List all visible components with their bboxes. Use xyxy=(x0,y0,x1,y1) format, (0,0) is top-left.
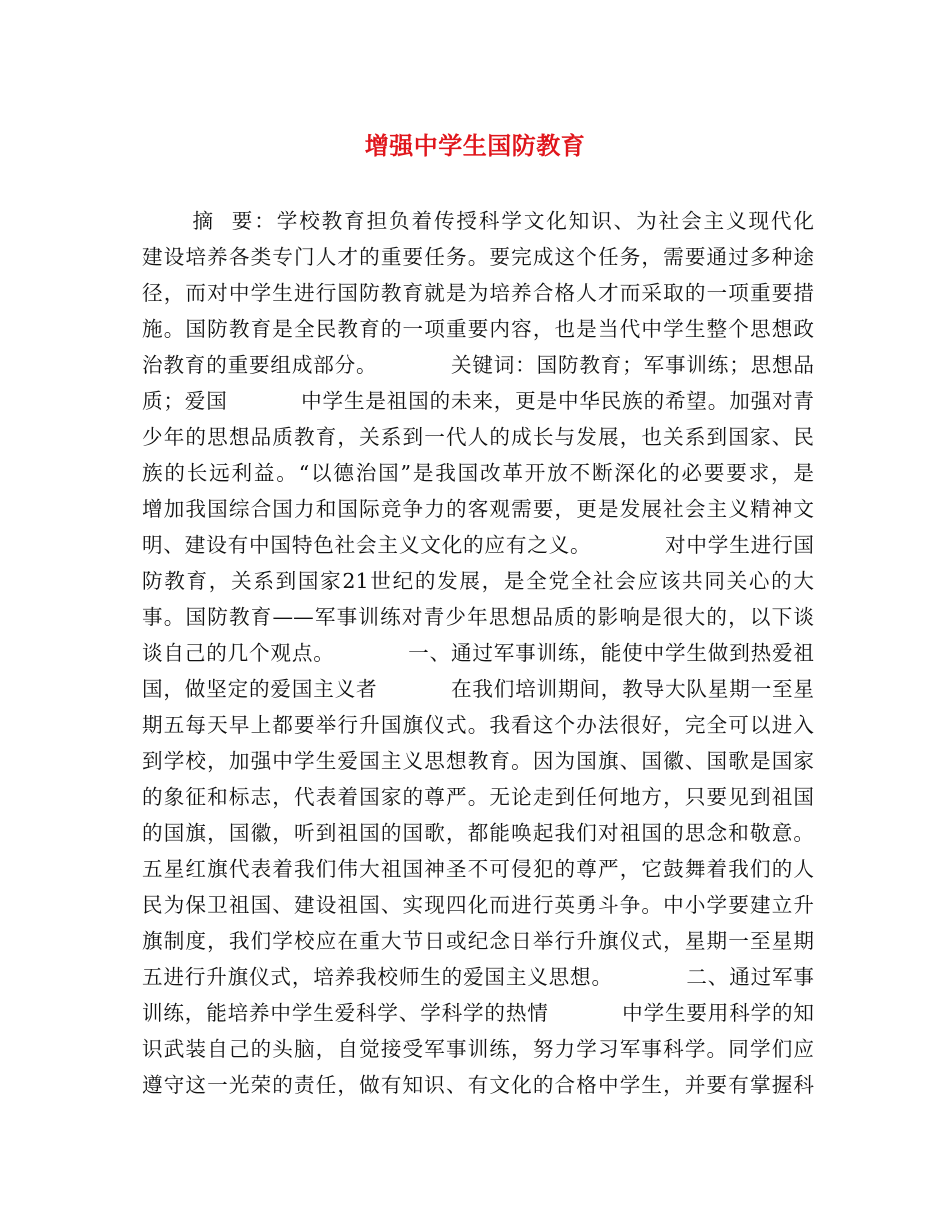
body-line: 径，而对中学生进行国防教育就是为培养合格人才而采取的一项重要措 xyxy=(142,281,814,305)
body-line: 质；爱国 中学生是祖国的未来，更是中华民族的希望。加强对青 xyxy=(142,389,814,413)
body-line: 五进行升旗仪式，培养我校师生的爱国主义思想。 二、通过军事 xyxy=(142,965,814,989)
document-body xyxy=(142,203,814,1103)
body-line: 事。国防教育——军事训练对青少年思想品质的影响是很大的，以下谈 xyxy=(142,605,814,629)
body-line: 治教育的重要组成部分。 关键词：国防教育；军事训练；思想品 xyxy=(142,353,814,377)
body-line: 训练，能培养中学生爱科学、学科学的热情 中学生要用科学的知 xyxy=(142,1001,814,1025)
body-line: 族的长远利益。“以德治国”是我国改革开放不断深化的必要要求，是 xyxy=(142,461,814,485)
body-line: 的国旗，国徽，听到祖国的国歌，都能唤起我们对祖国的思念和敬意。 xyxy=(142,821,814,845)
body-line: 识武装自己的头脑，自觉接受军事训练，努力学习军事科学。同学们应 xyxy=(142,1037,814,1061)
document-title: 增强中学生国防教育 xyxy=(364,131,586,160)
body-line: 旗制度，我们学校应在重大节日或纪念日举行升旗仪式，星期一至星期 xyxy=(142,929,814,953)
body-line: 五星红旗代表着我们伟大祖国神圣不可侵犯的尊严，它鼓舞着我们的人 xyxy=(142,857,814,881)
body-line: 谈自己的几个观点。 一、通过军事训练，能使中学生做到热爱祖 xyxy=(142,641,814,665)
body-line: 到学校，加强中学生爱国主义思想教育。因为国旗、国徽、国歌是国家 xyxy=(142,749,814,773)
body-line: 建设培养各类专门人才的重要任务。要完成这个任务，需要通过多种途 xyxy=(142,245,814,269)
body-line: 少年的思想品质教育，关系到一代人的成长与发展，也关系到国家、民 xyxy=(142,425,814,449)
body-line: 国，做坚定的爱国主义者 在我们培训期间，教导大队星期一至星 xyxy=(142,677,814,701)
body-line: 增加我国综合国力和国际竞争力的客观需要，更是发展社会主义精神文 xyxy=(142,497,814,521)
body-line: 防教育，关系到国家21世纪的发展，是全党全社会应该共同关心的大 xyxy=(142,569,814,593)
body-line: 明、建设有中国特色社会主义文化的应有之义。 对中学生进行国 xyxy=(142,533,814,557)
body-line: 的象征和标志，代表着国家的尊严。无论走到任何地方，只要见到祖国 xyxy=(142,785,814,809)
body-line: 施。国防教育是全民教育的一项重要内容，也是当代中学生整个思想政 xyxy=(142,317,814,341)
body-line: 摘 要：学校教育担负着传授科学文化知识、为社会主义现代化 xyxy=(142,209,814,233)
body-line: 遵守这一光荣的责任，做有知识、有文化的合格中学生，并要有掌握科 xyxy=(142,1073,814,1097)
body-line: 期五每天早上都要举行升国旗仪式。我看这个办法很好，完全可以进入 xyxy=(142,713,814,737)
body-line: 民为保卫祖国、建设祖国、实现四化而进行英勇斗争。中小学要建立升 xyxy=(142,893,814,917)
